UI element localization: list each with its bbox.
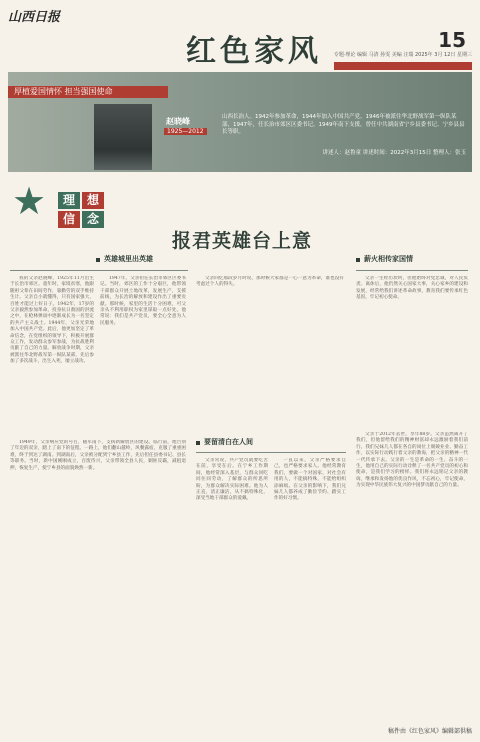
portrait-photo xyxy=(94,104,152,170)
section-marker xyxy=(356,258,360,262)
date-bar xyxy=(334,62,472,70)
newspaper-logo: 山西日报 xyxy=(8,10,61,25)
section-heading-left: 英雄城里出英雄 xyxy=(104,255,153,263)
bio-credit: 讲述人：赵鲁童 讲述时间：2022年3月15日 整理人：张玉 xyxy=(322,150,466,156)
hero-tagline: 厚植爱国情怀 担当强国使命 xyxy=(14,87,113,96)
section-rule xyxy=(196,452,346,453)
page-footer: 稿件由《红色家风》编辑部供稿 xyxy=(387,728,472,735)
section-rule xyxy=(356,270,468,271)
section-rule xyxy=(10,270,188,271)
article-column: 我的父亲赵晓峰，1925年11月出生于长治市郊区。童年时，家境贫寒，他跟随祖父辈在田间劳作，靠勤劳的双手维持生计。父亲自小就懂得，只有国家强大，百姓才能过上好日子。1942年，17岁的父亲毅然参加革命，投身抗日救国的洪流之中，在枪林弹雨中逐渐成长为一名坚定的共产主义战士。1944年，父亲光荣地加入中国共产党。此后，他更加坚定了革命信念，在党组织的领导下，积极开展群众工作，发动群众参军参战，为抗战胜利贡献了自己的力量。解放战争时期，父亲被派往华北野战军第一纵队某部，先后参加了多次战斗，出生入死，屡立战功。 xyxy=(10,276,94,365)
masthead xyxy=(8,6,472,68)
article-column: 父亲于2012年去世，享年88岁。父亲虽然离开了我们，但他留给我们的精神财富却永远激励着我们前行。我们兄妹几人都在各自的岗位上兢兢业业、勤奋工作，以实际行动践行着父亲的教诲，把父亲的精神一代一代传承下去。父亲的一生是革命的一生、奋斗的一生，他用自己的实际行动诠释了一名共产党员的初心和使命，是我们学习的榜样。我们将永远铭记父亲的教诲，继承和发扬他的优良作风，不忘初心，牢记使命，为实现中华民族伟大复兴的中国梦贡献自己的力量。 xyxy=(356,432,468,489)
editor-info: 专题·理论 编辑 马清 孙雯 美编 汪瑞 2025年 3月 12日 星期三 xyxy=(333,52,472,58)
person-bio: 山西长治人。1942年参加革命，1944年加入中国共产党。1946年被派往华北野战军第一纵队某部，1947年，任长治市郊区区委书记。1949年南下支援，曾任中共湖南省宁乡县委书记、宁乡县县长等职。 xyxy=(222,114,465,135)
person-name: 赵晓峰 xyxy=(166,117,190,126)
article-column: 父亲一生经历坎坷，但他始终对党忠诚，对人民负责。离休后，他仍然关心国家大事，关心家乡的建设和发展，经常给我们讲述革命故事，教育我们要传承红色基因，牢记初心使命。 xyxy=(356,276,468,301)
section-marker xyxy=(96,258,100,262)
star-icon: ★ xyxy=(12,179,47,223)
badge-char: 理 xyxy=(58,192,80,209)
article-column: 父亲回忆那段岁月时说，那时候大家都是一心一意为革命，谁也没有考虑过个人的得失。 xyxy=(196,276,344,288)
badge-char: 想 xyxy=(82,192,104,209)
section-heading-right: 薪火相传家国情 xyxy=(364,255,413,263)
badge-char: 信 xyxy=(58,211,80,228)
theme-badge xyxy=(58,192,108,232)
column-title: 红色家风 xyxy=(186,34,322,69)
section-marker xyxy=(196,441,200,445)
article-column: 一直以来，父亲严格要求自己，也严格要求家人。他经常教育我们，要做一个对国家、对社会有用的人，不能搞特殊，不能给组织添麻烦。在父亲的影响下，我们兄妹几人都养成了勤俭节约、踏实工作的好习惯。 xyxy=(274,458,346,502)
badge-char: 念 xyxy=(82,211,104,228)
article-column: 父亲常说，共产党员就要吃苦在前，享受在后。在宁乡工作期间，他经常深入基层，与群众同吃同住同劳动，了解群众的所思所盼，为群众解决实际困难。他为人正直，清正廉洁，从不搞特殊化，深受当地干部群众的爱戴。 xyxy=(196,458,268,502)
section-heading-middle: 要留清白在人间 xyxy=(204,438,253,446)
main-title: 报君英雄台上意 xyxy=(171,230,312,252)
article-column: 1947年，父亲担任长治市郊区区委书记。当时，郊区的工作十分艰巨，他带领干部群众开展土地改革，发展生产，支援前线，为长治的解放和建设作出了重要贡献。那时候，家里的生活十分困难，可父亲从不利用职权为家里谋取一点好处。他常说：我们是共产党员，要全心全意为人民服务。 xyxy=(100,276,186,326)
person-years: 1925—2012 xyxy=(164,128,207,135)
page-number: 15 xyxy=(438,28,466,52)
article-column: 1949年，父亲响应党的号召，随军南下，支援新解放区的建设。临行前，他告别了年迈的双亲，踏上了南下的征程。一路上，他们翻山越岭，风餐露宿，克服了重重困难，终于到达了湖南。到湖南后，父亲被分配到宁乡县工作，先后担任县委书记、县长等职务。当时，新中国刚刚成立，百废待兴，父亲带领全县人民，剿匪反霸，减租退押，恢复生产，使宁乡县的面貌焕然一新。 xyxy=(10,440,186,471)
